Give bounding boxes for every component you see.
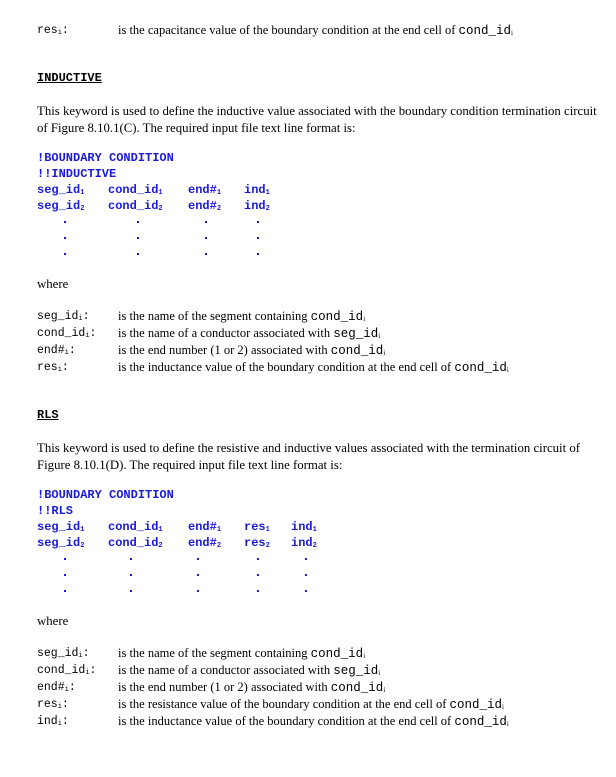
inductive-code-block	[37, 150, 337, 260]
ellipsis-dot	[257, 590, 259, 592]
ellipsis-dot	[130, 590, 132, 592]
definition-line: $end\#_i$: is the end number (1 or 2) associated with $cond\_id_i$	[37, 343, 386, 358]
definition-line: $end\#_i$: is the end number (1 or 2) associated with $cond\_id_i$	[37, 680, 386, 695]
ellipsis-dot	[257, 221, 259, 223]
definition-line: $seg\_id_i$: is the name of the segment containing $cond\_id_i$	[37, 646, 366, 661]
ellipsis-dot	[130, 574, 132, 576]
top-definition: res$_i$: is the capacitance value of the boundary condition at the end cell of $cond\_id_i$	[37, 23, 513, 38]
ellipsis-dot	[205, 237, 207, 239]
code-line-boundary: !BOUNDARY CONDITION	[37, 488, 174, 502]
code-row: $seg\_id_1$ $cond\_id_1$ $end\#_1$ ind$_1$	[37, 183, 270, 197]
definition-line: $cond\_id_i$: is the name of a conductor associated with $seg\_id_i$	[37, 663, 381, 678]
code-line-keyword: !!RLS	[37, 504, 74, 518]
ellipsis-dot	[137, 221, 139, 223]
code-line-keyword: !!INDUCTIVE	[37, 167, 117, 181]
definition-line: res$_i$: is the resistance value of the boundary condition at the end cell of $cond\_id_i$	[37, 697, 504, 712]
code-row: $seg\_id_1$ $cond\_id_1$ $end\#_1$ res$_1$ ind$_1$	[37, 520, 317, 534]
ellipsis-dot	[64, 558, 66, 560]
ellipsis-dot	[64, 574, 66, 576]
ellipsis-dot	[64, 237, 66, 239]
definition-line: $cond\_id_i$: is the name of a conductor associated with $seg\_id_i$	[37, 326, 381, 341]
rls-code-block	[37, 487, 357, 597]
where-label: where	[37, 277, 69, 291]
ellipsis-dot	[257, 253, 259, 255]
ellipsis-dot	[130, 558, 132, 560]
rls-paragraph: This keyword is used to define the resistive and inductive values associated with the termination circuit of Figure 8.10.1(D). The required input file text line format is:	[37, 441, 581, 472]
definition-line: $seg\_id_i$: is the name of the segment containing $cond\_id_i$	[37, 309, 366, 324]
ellipsis-dot	[257, 558, 259, 560]
ellipsis-dot	[197, 558, 199, 560]
code-line-boundary: !BOUNDARY CONDITION	[37, 151, 174, 165]
ellipsis-dot	[205, 221, 207, 223]
ellipsis-dot	[137, 253, 139, 255]
ellipsis-dot	[305, 574, 307, 576]
ellipsis-dot	[64, 253, 66, 255]
where-label: where	[37, 614, 69, 628]
definition-line: res$_i$: is the inductance value of the boundary condition at the end cell of $cond\_id_i$	[37, 360, 509, 375]
ellipsis-dot	[64, 590, 66, 592]
ellipsis-dot	[305, 590, 307, 592]
ellipsis-dot	[197, 574, 199, 576]
code-row: $seg\_id_2$ $cond\_id_2$ $end\#_2$ ind$_2$	[37, 199, 270, 213]
ellipsis-dot	[205, 253, 207, 255]
definition-line: ind$_i$: is the inductance value of the boundary condition at the end cell of $cond\_id_i$	[37, 714, 509, 729]
rls-heading: RLS	[37, 408, 59, 422]
inductive-paragraph: This keyword is used to define the inductive value associated with the boundary condition termination circuit of Figure 8.10.1(C). The required input file text line format is:	[37, 104, 597, 135]
ellipsis-dot	[137, 237, 139, 239]
inductive-heading: INDUCTIVE	[37, 71, 102, 85]
ellipsis-dot	[64, 221, 66, 223]
ellipsis-dot	[257, 237, 259, 239]
ellipsis-dot	[197, 590, 199, 592]
ellipsis-dot	[305, 558, 307, 560]
ellipsis-dot	[257, 574, 259, 576]
code-row: $seg\_id_2$ $cond\_id_2$ $end\#_2$ res$_2$ ind$_2$	[37, 536, 317, 550]
